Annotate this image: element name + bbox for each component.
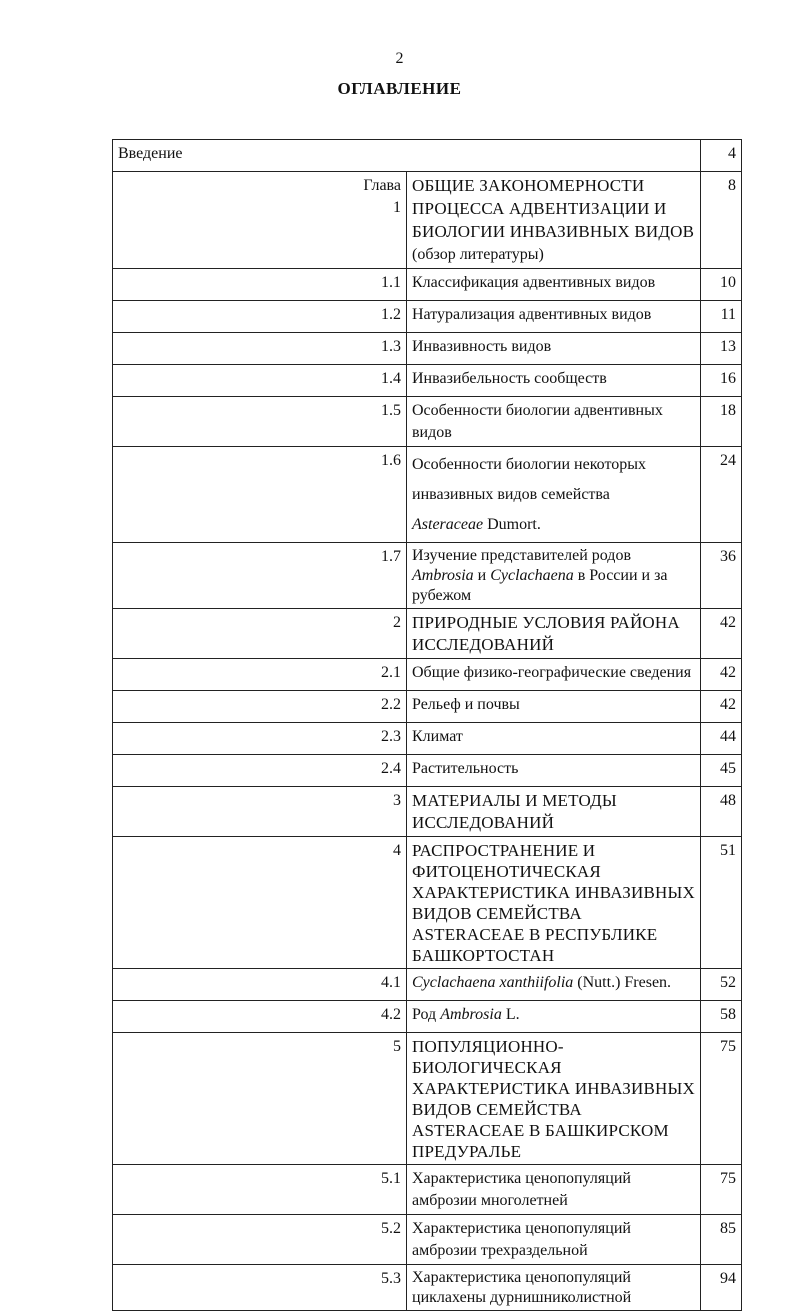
- toc-page: 85: [701, 1215, 742, 1265]
- toc-page: 48: [701, 787, 742, 837]
- toc-title: Общие физико-географические сведения: [407, 659, 701, 691]
- toc-row: [113, 1215, 742, 1265]
- toc-title: Натурализация адвентивных видов: [407, 301, 701, 333]
- table-of-contents: [112, 139, 742, 1311]
- toc-number: 5.1: [113, 1165, 407, 1215]
- toc-row: [113, 1165, 742, 1215]
- chapter-label-word: Глава: [363, 177, 401, 194]
- toc-page: 11: [701, 301, 742, 333]
- toc-row: [113, 365, 742, 397]
- toc-row: [113, 1265, 742, 1311]
- toc-page: 36: [701, 543, 742, 609]
- toc-number: 4: [113, 837, 407, 969]
- toc-row: [113, 333, 742, 365]
- toc-title: Климат: [407, 723, 701, 755]
- toc-number: 1.7: [113, 543, 407, 609]
- toc-number: 3: [113, 787, 407, 837]
- toc-row-chapter-4: [113, 837, 742, 969]
- chapter-title-caps: ОБЩИЕ ЗАКОНОМЕРНОСТИ ПРОЦЕССА АДВЕНТИЗАЦИИ И БИОЛОГИИ ИНВАЗИВНЫХ ВИДОВ: [412, 176, 695, 241]
- toc-page: 51: [701, 837, 742, 969]
- toc-page: 42: [701, 609, 742, 659]
- toc-number: 5: [113, 1033, 407, 1165]
- toc-title-part: Род: [412, 1006, 441, 1023]
- toc-row-chapter-5: [113, 1033, 742, 1165]
- toc-number: 2.1: [113, 659, 407, 691]
- toc-page: 4: [701, 140, 742, 172]
- toc-number: 5.3: [113, 1265, 407, 1311]
- toc-title: Инвазивность видов: [407, 333, 701, 365]
- toc-number: 1.4: [113, 365, 407, 397]
- toc-page: 42: [701, 659, 742, 691]
- toc-title-italic: Asteraceae: [412, 516, 484, 533]
- toc-row-chapter-1: [113, 172, 742, 269]
- toc-title-part: Dumort.: [483, 516, 541, 533]
- toc-title: [407, 543, 701, 609]
- toc-row: [113, 969, 742, 1001]
- toc-row-chapter-2: [113, 609, 742, 659]
- toc-page: 45: [701, 755, 742, 787]
- toc-row-intro: [113, 140, 742, 172]
- toc-row: [113, 755, 742, 787]
- toc-row: [113, 1001, 742, 1033]
- toc-page: 75: [701, 1165, 742, 1215]
- toc-title: ПРИРОДНЫЕ УСЛОВИЯ РАЙОНА ИССЛЕДОВАНИЙ: [407, 609, 701, 659]
- toc-number: 1.6: [113, 447, 407, 543]
- toc-page: 42: [701, 691, 742, 723]
- chapter-label-number: 1: [393, 199, 401, 216]
- toc-title-italic: Cyclachaena: [490, 567, 574, 584]
- toc-page: 44: [701, 723, 742, 755]
- toc-row: [113, 543, 742, 609]
- toc-title: [407, 172, 701, 269]
- toc-title-part: и: [473, 567, 491, 584]
- toc-title: [407, 1001, 701, 1033]
- toc-number: 2.2: [113, 691, 407, 723]
- toc-title: Характеристика ценопопуляций циклахены дурнишниколистной: [407, 1265, 701, 1311]
- toc-title-part: Изучение представителей родов: [412, 547, 631, 564]
- toc-row: [113, 269, 742, 301]
- toc-number: 5.2: [113, 1215, 407, 1265]
- toc-title: ПОПУЛЯЦИОННО-БИОЛОГИЧЕСКАЯ ХАРАКТЕРИСТИКА ИНВАЗИВНЫХ ВИДОВ СЕМЕЙСТВА ASTERACEAE В БАШКИРСКОМ ПРЕДУРАЛЬЕ: [407, 1033, 701, 1165]
- page-number: 2: [395, 50, 404, 67]
- toc-page: 58: [701, 1001, 742, 1033]
- toc-row: [113, 723, 742, 755]
- toc-title: [407, 447, 701, 543]
- toc-number: 2.3: [113, 723, 407, 755]
- toc-row: [113, 691, 742, 723]
- toc-page: 16: [701, 365, 742, 397]
- toc-title: Характеристика ценопопуляций амброзии трехраздельной: [407, 1215, 701, 1265]
- toc-title: Рельеф и почвы: [407, 691, 701, 723]
- chapter-title-tail: (обзор литературы): [412, 246, 544, 263]
- toc-page: 18: [701, 397, 742, 447]
- toc-title: Классификация адвентивных видов: [407, 269, 701, 301]
- toc-title: Растительность: [407, 755, 701, 787]
- toc-number: 2.4: [113, 755, 407, 787]
- toc-title-italic: Cyclachaena xanthiifolia: [412, 974, 574, 991]
- toc-page: 94: [701, 1265, 742, 1311]
- toc-title: Инвазибельность сообществ: [407, 365, 701, 397]
- toc-number: 2: [113, 609, 407, 659]
- toc-title-part: в России и за рубежом: [412, 567, 668, 604]
- toc-row: [113, 659, 742, 691]
- toc-page: 75: [701, 1033, 742, 1165]
- toc-number: [113, 172, 407, 269]
- toc-number: 1.5: [113, 397, 407, 447]
- toc-title-italic: Ambrosia: [412, 567, 474, 584]
- toc-title: Особенности биологии адвентивных видов: [407, 397, 701, 447]
- toc-title: Введение: [113, 140, 701, 172]
- toc-title-italic: Ambrosia: [440, 1006, 502, 1023]
- toc-number: 1.1: [113, 269, 407, 301]
- toc-title: Характеристика ценопопуляций амброзии многолетней: [407, 1165, 701, 1215]
- toc-title: МАТЕРИАЛЫ И МЕТОДЫ ИССЛЕДОВАНИЙ: [407, 787, 701, 837]
- toc-row: [113, 397, 742, 447]
- toc-row: [113, 447, 742, 543]
- toc-title-part: Особенности биологии некоторых инвазивных видов семейства: [412, 456, 646, 503]
- toc-number: 4.2: [113, 1001, 407, 1033]
- toc-number: 1.2: [113, 301, 407, 333]
- toc-title: РАСПРОСТРАНЕНИЕ И ФИТОЦЕНОТИЧЕСКАЯ ХАРАКТЕРИСТИКА ИНВАЗИВНЫХ ВИДОВ СЕМЕЙСТВА ASTERACEAE В РЕСПУБЛИКЕ БАШКОРТОСТАН: [407, 837, 701, 969]
- toc-title-part: L.: [501, 1006, 520, 1023]
- toc-page: 10: [701, 269, 742, 301]
- toc-page: 24: [701, 447, 742, 543]
- toc-title-part: (Nutt.) Fresen.: [573, 974, 672, 991]
- toc-page: 13: [701, 333, 742, 365]
- toc-row: [113, 301, 742, 333]
- toc-page: 52: [701, 969, 742, 1001]
- toc-title: [407, 969, 701, 1001]
- toc-number: 4.1: [113, 969, 407, 1001]
- page-title: ОГЛАВЛЕНИЕ: [337, 79, 462, 98]
- toc-number: 1.3: [113, 333, 407, 365]
- toc-page: 8: [701, 172, 742, 269]
- toc-row-chapter-3: [113, 787, 742, 837]
